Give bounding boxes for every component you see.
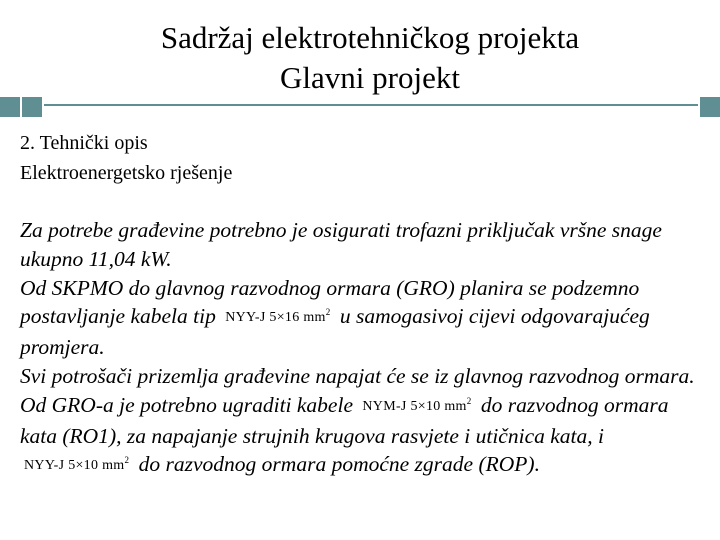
paragraph-1: Za potrebe građevine potrebno je osigurati trofazni priključak vršne snage ukupno 11,04 kW. bbox=[20, 218, 662, 271]
slide-title bbox=[20, 18, 720, 98]
body-text bbox=[20, 216, 710, 481]
cable-spec-nyy-16: NYY-J 5×16 $mm^2$ bbox=[225, 307, 331, 326]
paragraph-4-part-a: Od GRO-a je potrebno ugraditi kabele bbox=[20, 392, 353, 417]
paragraph-4-part-c: do razvodnog ormara pomoćne zgrade (ROP). bbox=[138, 452, 540, 477]
title-divider bbox=[0, 97, 720, 117]
paragraph-2-part-b: u samogasivoj cijevi odgovarajućeg promjera. bbox=[20, 304, 650, 360]
section-heading-block bbox=[20, 128, 232, 188]
paragraph-4 bbox=[20, 391, 710, 481]
divider-line bbox=[44, 104, 698, 106]
title-line-1: Sadržaj elektrotehničkog projekta bbox=[160, 20, 580, 55]
paragraph-2-part-a: Od SKPMO do glavnog razvodnog ormara (GRO) planira se podzemno postavljanje kabela tip bbox=[20, 275, 640, 329]
section-subheading: Elektroenergetsko rješenje bbox=[20, 162, 233, 184]
cable-spec-nyy-10: NYY-J 5×10 $mm^2$ bbox=[24, 455, 130, 474]
paragraph-4-part-b: do razvodnog ormara kata (RO1), za napajanje strujnih krugova rasvjete i utičnica kata, i bbox=[20, 392, 669, 448]
divider-block-left-1 bbox=[0, 97, 20, 117]
paragraph-2 bbox=[20, 274, 710, 362]
title-line-2: Glavni projekt bbox=[280, 60, 460, 95]
cable-spec-nym-10: NYM-J 5×10 $mm^2$ bbox=[362, 395, 472, 414]
section-heading: 2. Tehnički opis bbox=[20, 132, 148, 154]
divider-block-right bbox=[700, 97, 720, 117]
paragraph-3: Svi potrošači prizemlja građevine napajat će se iz glavnog razvodnog ormara. bbox=[20, 363, 695, 388]
divider-block-left-2 bbox=[22, 97, 42, 117]
